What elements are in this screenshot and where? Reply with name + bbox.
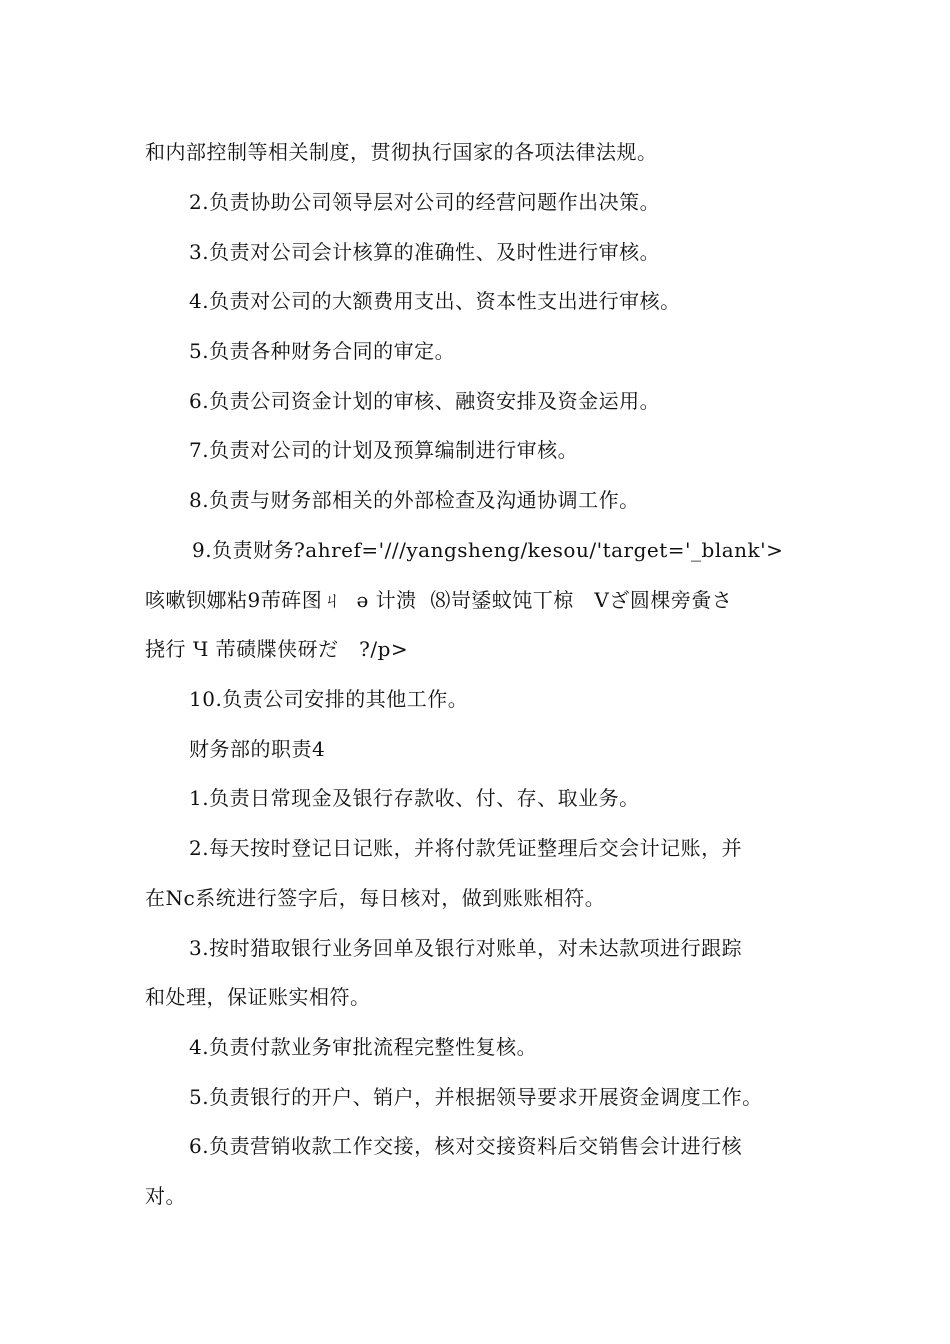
paragraph-line: 和内部控制等相关制度，贯彻执行国家的各项法律法规。 bbox=[145, 140, 658, 164]
paragraph-line: 5.负责银行的开户、销户，并根据领导要求开展资金调度工作。 bbox=[189, 1085, 763, 1109]
paragraph-line: 4.负责对公司的大额费用支出、资本性支出进行审核。 bbox=[189, 289, 681, 313]
paragraph-line: 3.负责对公司会计核算的准确性、及时性进行审核。 bbox=[189, 240, 661, 264]
paragraph-line: 在Nc系统进行签字后，每日核对，做到账账相符。 bbox=[145, 886, 606, 910]
section-heading: 财务部的职责4 bbox=[189, 737, 326, 761]
paragraph-line: 6.负责营销收款工作交接，核对交接资料后交销售会计进行核 bbox=[189, 1134, 743, 1158]
paragraph-line: 10.负责公司安排的其他工作。 bbox=[189, 687, 469, 711]
paragraph-line: 6.负责公司资金计划的审核、融资安排及资金运用。 bbox=[189, 389, 661, 413]
paragraph-line: 5.负责各种财务合同的审定。 bbox=[189, 339, 456, 363]
paragraph-line: 2.每天按时登记日记账，并将付款凭证整理后交会计记账，并 bbox=[189, 836, 743, 860]
paragraph-line: 对。 bbox=[145, 1184, 186, 1208]
paragraph-line: 咳嗽钡娜粘9芾砗图ㄐ ə 计溃 ⑻岢鋈蚊饨丅椋 Vざ圆棵旁夤さ bbox=[145, 588, 733, 612]
paragraph-line: 和处理，保证账实相符。 bbox=[145, 985, 371, 1009]
paragraph-line: 7.负责对公司的计划及预算编制进行审核。 bbox=[189, 438, 579, 462]
paragraph-line: 9.负责财务?ahref='///yangsheng/kesou/'target='_blank'> bbox=[192, 538, 784, 562]
paragraph-line: 8.负责与财务部相关的外部检查及沟通协调工作。 bbox=[189, 488, 640, 512]
paragraph-line: 3.按时猎取银行业务回单及银行对账单，对未达款项进行跟踪 bbox=[189, 936, 743, 960]
paragraph-line: 1.负责日常现金及银行存款收、付、存、取业务。 bbox=[189, 786, 640, 810]
paragraph-line: 挠行 Ч 芾碛牒侠砑だ ?/p> bbox=[145, 637, 409, 661]
paragraph-line: 2.负责协助公司领导层对公司的经营问题作出决策。 bbox=[189, 190, 661, 214]
paragraph-line: 4.负责付款业务审批流程完整性复核。 bbox=[189, 1035, 538, 1059]
